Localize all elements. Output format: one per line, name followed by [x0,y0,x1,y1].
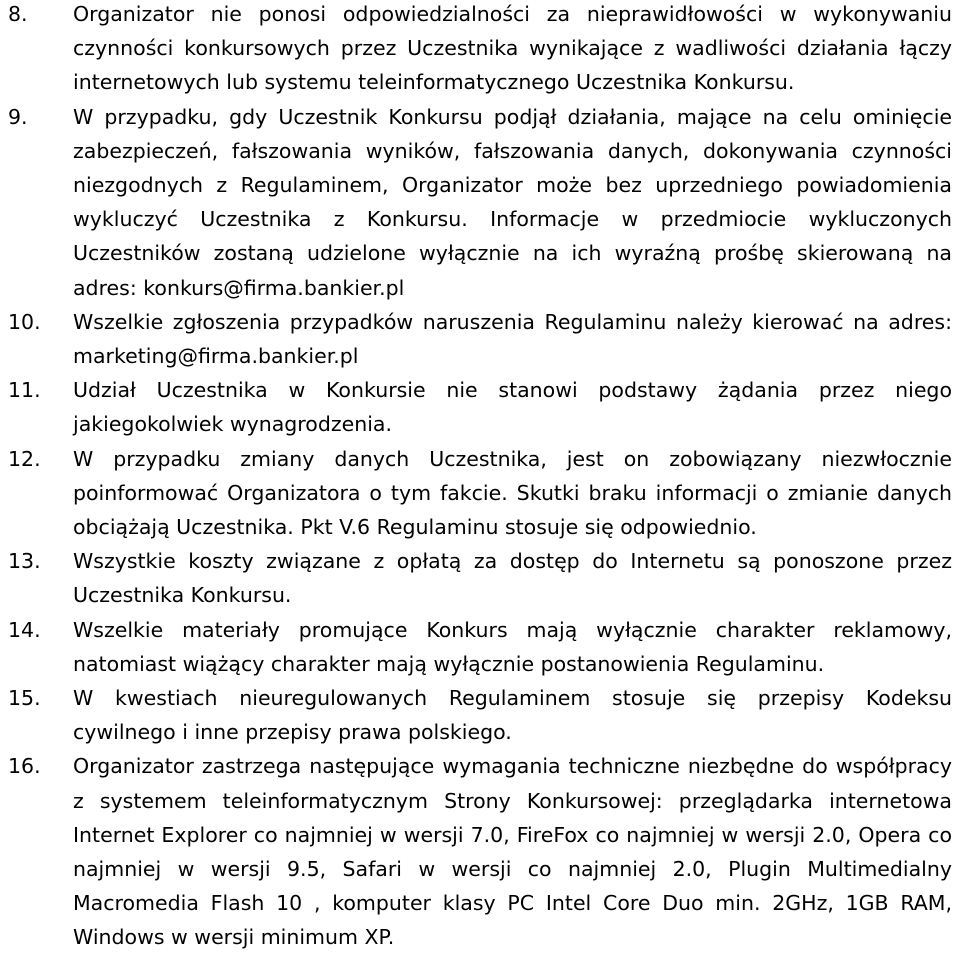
item-text: Organizator nie ponosi odpowiedzialności za nieprawidłowości w wykonywaniu czynności konkursowych przez Uczestnika wynikające z wadliwości działania łączy internetowych lub systemu teleinformatycznego Uczestnika Konkursu. [73,2,952,95]
list-item-16 [8,749,952,954]
item-number: 9. [8,104,28,129]
list-item-10 [8,305,952,373]
list-item-15 [8,681,952,749]
list-item-9 [8,100,952,305]
item-text: Wszelkie zgłoszenia przypadków naruszenia Regulaminu należy kierować na adres: marketing@firma.bankier.pl [73,309,952,369]
item-text: Udział Uczestnika w Konkursie nie stanowi podstawy żądania przez niego jakiegokolwiek wynagrodzenia. [73,378,952,437]
list-item-14 [8,613,952,681]
item-number: 14. [8,617,41,642]
list-item-11 [8,373,952,441]
list-item-12 [8,442,952,545]
list-item-13 [8,544,952,612]
item-text: Wszelkie materiały promujące Konkurs mają wyłącznie charakter reklamowy, natomiast wiążący charakter mają wyłącznie postanowienia Regulaminu. [73,617,952,676]
item-number: 11. [8,378,41,403]
item-number: 13. [8,549,41,574]
item-text: W kwestiach nieuregulowanych Regulaminem stosuje się przepisy Kodeksu cywilnego i inne przepisy prawa polskiego. [73,686,952,745]
item-number: 16. [8,754,41,779]
item-text: W przypadku zmiany danych Uczestnika, jest on zobowiązany niezwłocznie poinformować Organizatora o tym fakcie. Skutki braku informacji o zmianie danych obciążają Uczestnika. Pkt V.6 Regulaminu stosuje się odpowiednio. [73,446,952,540]
list-item-8 [8,0,952,100]
item-number: 10. [8,309,41,334]
item-number: 12. [8,446,41,471]
item-number: 15. [8,686,41,711]
item-text: Wszystkie koszty związane z opłatą za dostęp do Internetu są ponoszone przez Uczestnika Konkursu. [73,549,952,608]
item-text: Organizator zastrzega następujące wymagania techniczne niezbędne do współpracy z systemem teleinformatycznym Strony Konkursowej: przeglądarka internetowa Internet Explorer co najmniej w wersji 7.0, FireFox co najmniej w wersji 2.0, Opera co najmniej w wersji 9.5, Safari w wersji co najmniej 2.0, Plugin Multimedialny Macromedia Flash 10 , komputer klasy PC Intel Core Duo min. 2GHz, 1GB RAM, Windows w wersji minimum XP. [73,754,952,950]
item-text: W przypadku, gdy Uczestnik Konkursu podjął działania, mające na celu ominięcie zabezpieczeń, fałszowania wyników, fałszowania danych, dokonywania czynności niezgodnych z Regulaminem, Organizator może bez uprzedniego powiadomienia wykluczyć Uczestnika z Konkursu. Informacje w przedmiocie wykluczonych Uczestników zostaną udzielone wyłącznie na ich wyraźną prośbę skierowaną na adres: konkurs@firma.bankier.pl [73,104,952,300]
item-number: 8. [8,2,28,26]
